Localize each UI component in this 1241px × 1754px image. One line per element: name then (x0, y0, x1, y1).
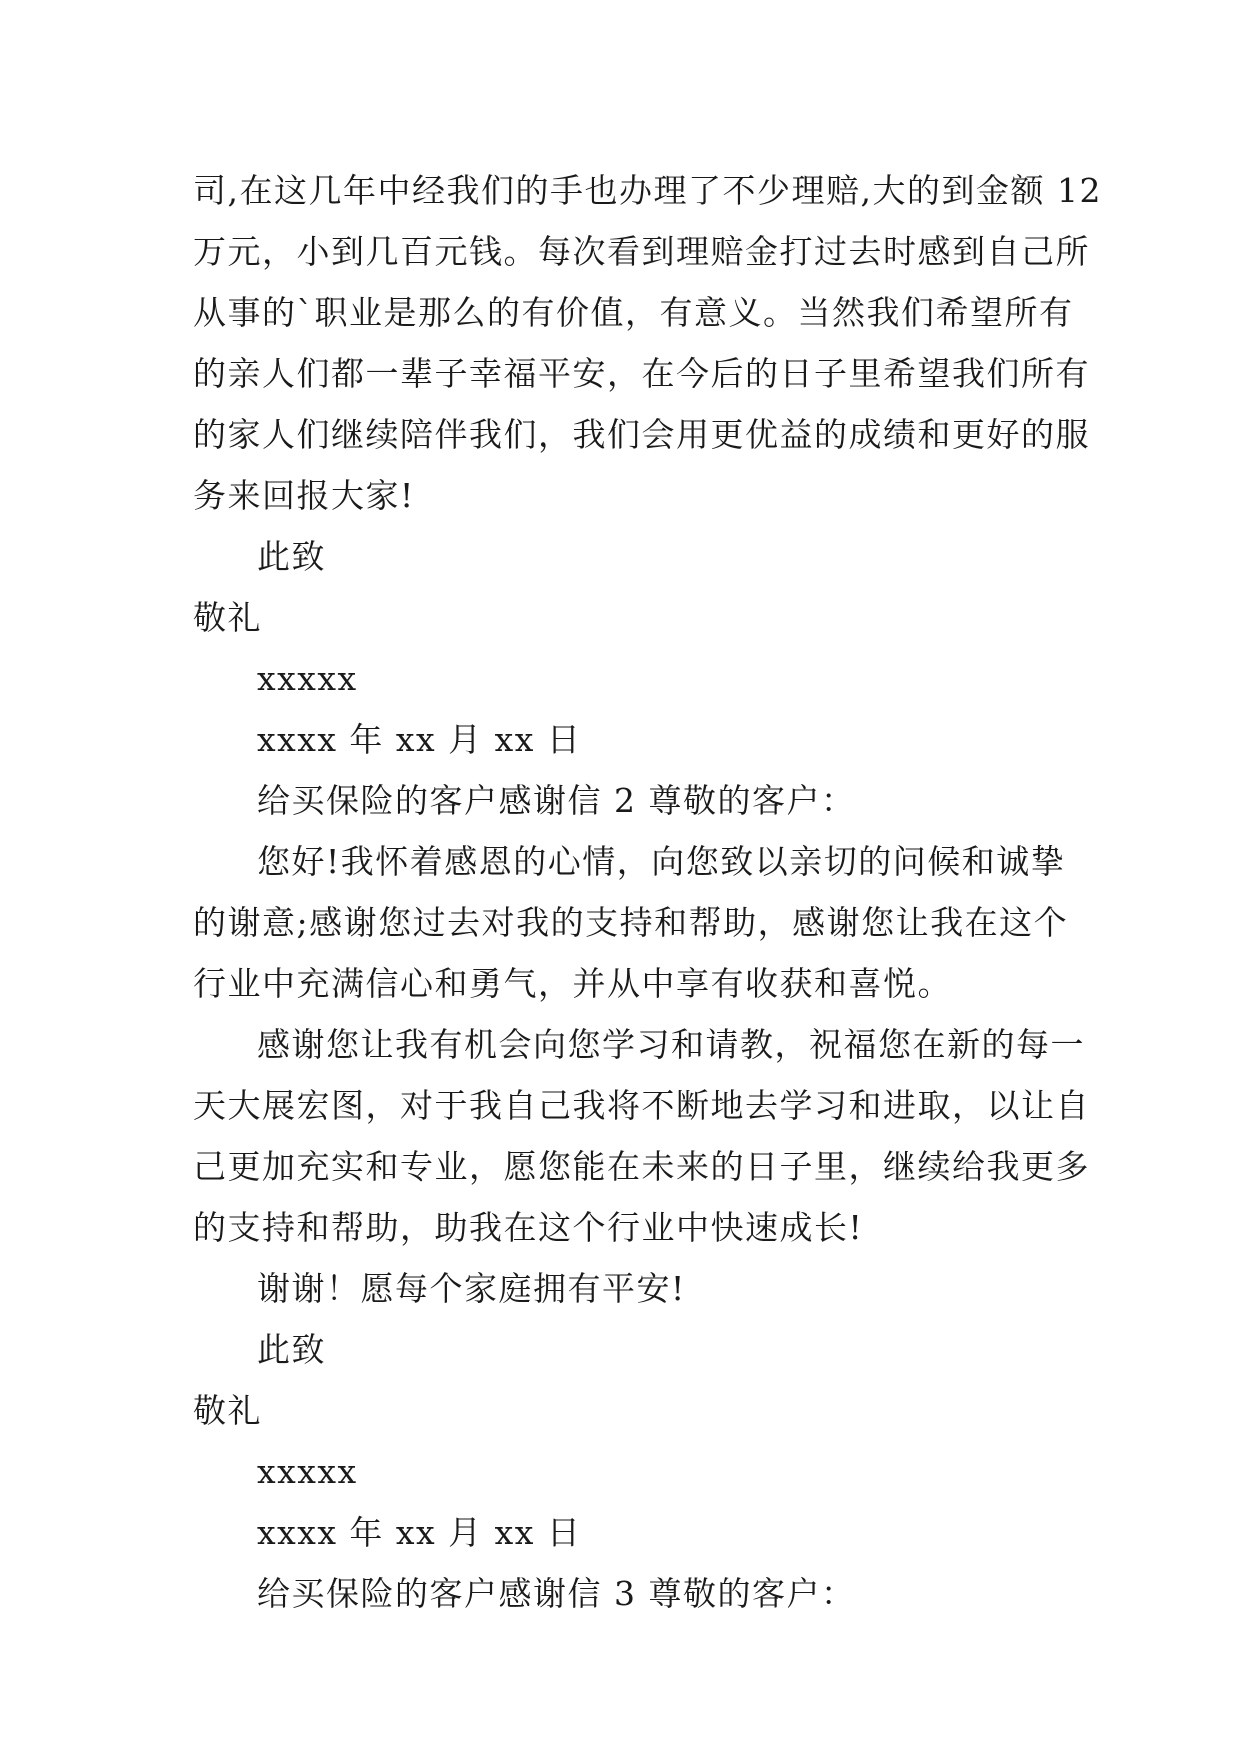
text-line: 行业中充满信心和勇气，并从中享有收获和喜悦。 (193, 964, 952, 1003)
text-line: 给买保险的客户感谢信 3 尊敬的客户： (257, 1574, 856, 1613)
text-line: 从事的`职业是那么的有价值，有意义。当然我们希望所有 (193, 293, 1074, 332)
text-line: 万元，小到几百元钱。每次看到理赔金打过去时感到自己所 (193, 232, 1090, 271)
text-line: 敬礼 (193, 1391, 262, 1430)
text-line: 司,在这几年中经我们的手也办理了不少理赔,大的到金额 12 (193, 171, 1102, 210)
text-line: 谢谢！愿每个家庭拥有平安! (257, 1269, 686, 1308)
text-line: xxxxx (257, 1452, 358, 1491)
text-line: 感谢您让我有机会向您学习和请教，祝福您在新的每一 (257, 1025, 1085, 1064)
text-line: 务来回报大家! (193, 476, 415, 515)
text-line: 的支持和帮助，助我在这个行业中快速成长! (193, 1208, 864, 1247)
text-line: xxxxx (257, 659, 358, 698)
document-page (193, 160, 1102, 1624)
text-line: 给买保险的客户感谢信 2 尊敬的客户： (257, 781, 856, 820)
text-line: 的谢意;感谢您过去对我的支持和帮助，感谢您让我在这个 (193, 903, 1069, 942)
text-line: 的家人们继续陪伴我们，我们会用更优益的成绩和更好的服 (193, 415, 1090, 454)
text-line: 此致 (257, 537, 326, 576)
text-line: xxxx 年 xx 月 xx 日 (257, 1513, 582, 1552)
text-line: 敬礼 (193, 598, 262, 637)
text-line: 己更加充实和专业，愿您能在未来的日子里，继续给我更多 (193, 1147, 1090, 1186)
text-line: 此致 (257, 1330, 326, 1369)
text-line: 天大展宏图，对于我自己我将不断地去学习和进取，以让自 (193, 1086, 1090, 1125)
text-line: 您好!我怀着感恩的心情，向您致以亲切的问候和诚挚 (257, 842, 1066, 881)
text-line: 的亲人们都一辈子幸福平安，在今后的日子里希望我们所有 (193, 354, 1090, 393)
text-line: xxxx 年 xx 月 xx 日 (257, 720, 582, 759)
